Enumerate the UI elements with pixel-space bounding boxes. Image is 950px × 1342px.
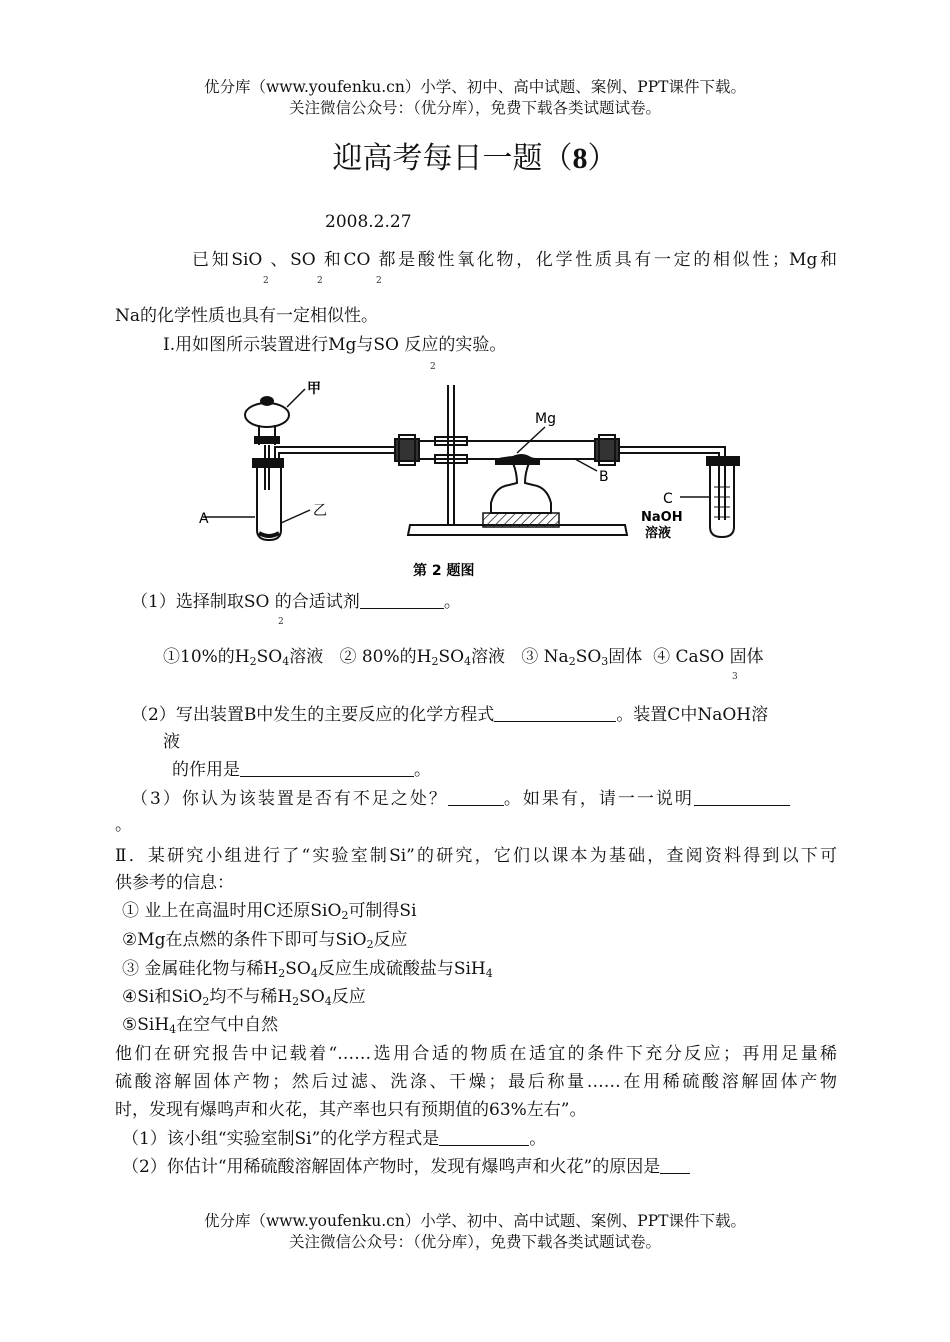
part2-q2-blank[interactable] (660, 1157, 690, 1174)
report-line-2: 硫酸溶解固体产物；然后过滤、洗涤、干燥；最后称量……在用稀硫酸溶解固体产物 (115, 1072, 837, 1092)
q1-text: （1）选择制取SO 的合适试剂 。 (131, 592, 461, 612)
q2-line-3: 的作用是 。 (172, 760, 431, 780)
info-item-5: ⑤SiH$_4$在空气中自然 (122, 1015, 279, 1036)
report-line-1: 他们在研究报告中记载着“……选用合适的物质在适宜的条件下充分反应；再用足量稀 (115, 1044, 837, 1064)
info-item-4: ④Si和SiO$_2$均不与稀$H_2SO_4$反应 (122, 987, 366, 1008)
page-title: 迎高考每日一题（8） (332, 141, 618, 176)
q2-blank-2[interactable] (240, 760, 414, 777)
info-item-3: ③ 金属硅化物与稀$H_2SO_4$反应生成硫酸盐与SiH$_4$ (122, 959, 493, 980)
header-line-1: 优分库（www.youfenku.cn）小学、初中、高中试题、案例、PPT课件下载。 (203, 78, 747, 96)
date: 2008.2.27 (325, 212, 412, 232)
q2-blank-1[interactable] (494, 705, 616, 722)
part2-q1: （1）该小组“实验室制Si”的化学方程式是 。 (122, 1129, 547, 1149)
label-yi: 乙 (313, 503, 327, 519)
q2-line-2: 液 (163, 732, 180, 752)
part2-q1-blank[interactable] (439, 1129, 529, 1146)
intro-sub-2: 2 (317, 276, 323, 286)
q1-sub: 2 (278, 617, 284, 627)
label-c: C (663, 491, 673, 507)
test-tube-c (707, 457, 739, 537)
report-line-3: 时，发现有爆鸣声和火花，其产率也只有预期值的63%左右”。 (115, 1100, 587, 1120)
q1-option4-sub: 3 (732, 672, 738, 682)
part2-intro-2: 供参考的信息： (115, 873, 234, 893)
label-a: A (199, 511, 209, 527)
lamp-base (483, 513, 559, 527)
footer-line-1: 优分库（www.youfenku.cn）小学、初中、高中试题、案例、PPT课件下载。 (203, 1212, 747, 1230)
intro-line-2: Na的化学性质也具有一定相似性。 (115, 306, 379, 326)
q2-line-1: （2）写出装置B中发生的主要反应的化学方程式 。装置C中NaOH溶 (131, 705, 769, 725)
part1-heading-sub: 2 (430, 362, 436, 372)
info-item-1: ① 业上在高温时用C还原SiO$_2$可制得Si (122, 901, 417, 922)
label-rongye: 溶液 (645, 526, 672, 541)
part2-q2: （2）你估计“用稀硫酸溶解固体产物时，发现有爆鸣声和火花”的原因是 (122, 1156, 690, 1178)
label-b: B (599, 469, 609, 485)
intro-line-1: 已知SiO 、SO 和CO 都是酸性氧化物，化学性质具有一定的相似性；Mg和 (192, 250, 837, 270)
header-line-2: 关注微信公众号：（优分库），免费下载各类试题试卷。 (288, 99, 661, 117)
info-item-2: ②Mg在点燃的条件下即可与SiO$_2$反应 (122, 930, 408, 951)
q3-blank-1[interactable] (448, 789, 504, 806)
q3-blank-2[interactable] (694, 789, 790, 806)
part1-heading: I.用如图所示装置进行Mg与SO 反应的实验。 (163, 335, 507, 355)
q1-blank[interactable] (360, 592, 444, 609)
intro-sub-3: 2 (376, 276, 382, 286)
label-mg: Mg (535, 411, 556, 427)
label-naoh: NaOH (641, 510, 683, 525)
dropping-funnel (245, 397, 289, 490)
q3-line-1: （3）你认为该装置是否有不足之处？ 。如果有，请一一说明 (131, 788, 790, 810)
footer-line-2: 关注微信公众号：（优分库），免费下载各类试题试卷。 (288, 1233, 661, 1251)
q3-line-2: 。 (115, 815, 132, 835)
apparatus-figure (195, 375, 755, 580)
part2-intro-1: Ⅱ．某研究小组进行了“实验室制Si”的研究，它们以课本为基础，查阅资料得到以下可 (115, 846, 837, 866)
intro-sub-1: 2 (263, 276, 269, 286)
label-jia: 甲 (307, 381, 321, 397)
q1-options: ①10%的$H_2SO_4$溶液 ② 80%的$H_2SO_4$溶液 ③ $Na_2SO_3$固体 ④ CaSO 固体 (163, 647, 764, 668)
figure-caption: 第 2 题图 (413, 563, 475, 579)
